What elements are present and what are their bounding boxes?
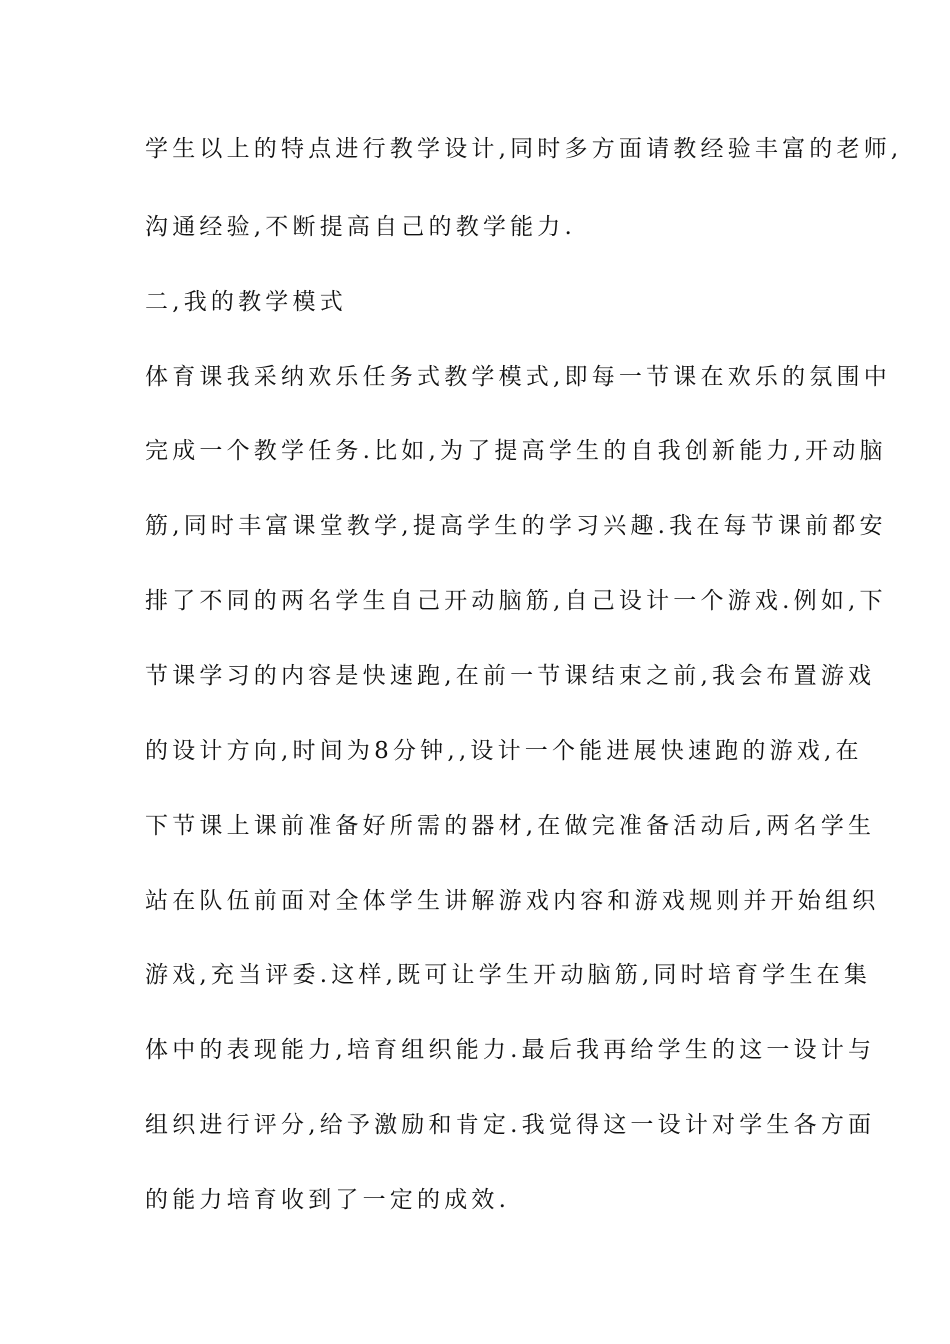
text-line-2: 沟通经验,不断提高自己的教学能力.	[145, 214, 577, 240]
text-line-11: 站在队伍前面对全体学生讲解游戏内容和游戏规则并开始组织	[145, 888, 880, 914]
text-line-9: 的设计方向,时间为8分钟,,设计一个能进展快速跑的游戏,在	[145, 738, 863, 764]
text-line-12: 游戏,充当评委.这样,既可让学生开动脑筋,同时培育学生在集	[145, 962, 872, 988]
text-line-14: 组织进行评分,给予激励和肯定.我觉得这一设计对学生各方面	[145, 1112, 876, 1138]
text-line-13: 体中的表现能力,培育组织能力.最后我再给学生的这一设计与	[145, 1037, 876, 1063]
text-line-5: 完成一个教学任务.比如,为了提高学生的自我创新能力,开动脑	[145, 438, 887, 464]
text-line-10: 下节课上课前准备好所需的器材,在做完准备活动后,两名学生	[145, 813, 876, 839]
text-line-1: 学生以上的特点进行教学设计,同时多方面请教经验丰富的老师,	[145, 136, 903, 162]
text-line-8: 节课学习的内容是快速跑,在前一节课结束之前,我会布置游戏	[145, 663, 876, 689]
text-line-7: 排了不同的两名学生自己开动脑筋,自己设计一个游戏.例如,下	[145, 588, 887, 614]
section-heading: 二,我的教学模式	[145, 289, 347, 315]
text-line-4: 体育课我采纳欢乐任务式教学模式,即每一节课在欢乐的氛围中	[145, 364, 891, 390]
text-line-6: 筋,同时丰富课堂教学,提高学生的学习兴趣.我在每节课前都安	[145, 513, 887, 539]
text-line-15: 的能力培育收到了一定的成效.	[145, 1187, 511, 1213]
